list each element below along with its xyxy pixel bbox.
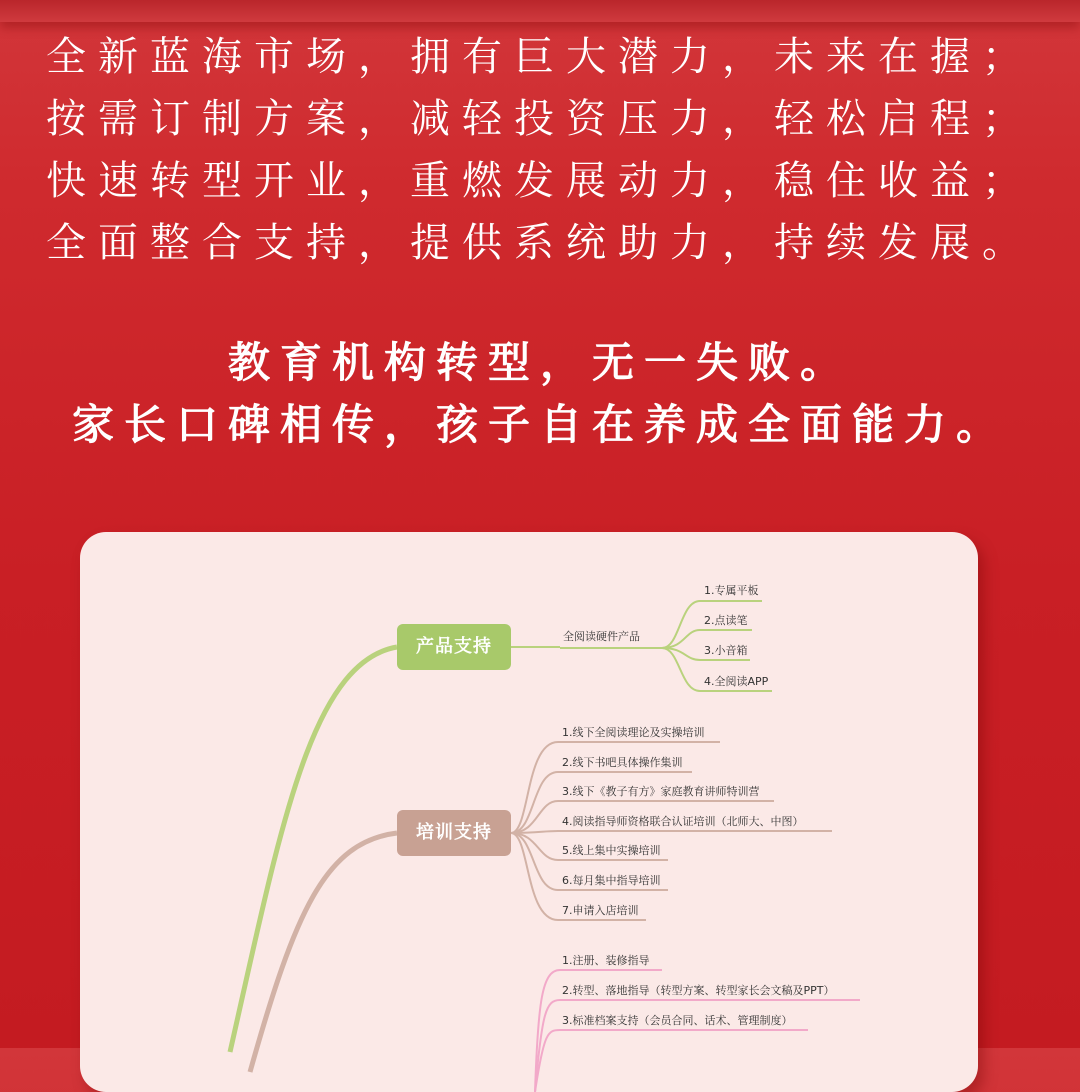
slogan-line: 教育机构转型，无一失败。 — [227, 338, 852, 387]
mindmap-connectors — [80, 532, 978, 1092]
intro-line: 快速转型开业，重燃发展动力，稳住收益； — [46, 158, 1034, 204]
operations-item: 1.注册、装修指导 — [562, 954, 650, 967]
operations-item: 3.标准档案支持（会员合同、话术、管理制度） — [562, 1014, 793, 1027]
intro-line: 按需订制方案，减轻投资压力，轻松启程； — [46, 96, 1034, 142]
product-item: 1.专属平板 — [704, 584, 759, 597]
slogan-block — [0, 332, 1080, 456]
product-item: 3.小音箱 — [704, 644, 748, 657]
product-item: 4.全阅读APP — [704, 675, 769, 688]
training-item: 2.线下书吧具体操作集训 — [562, 756, 683, 769]
top-banner-strip — [0, 0, 1080, 22]
intro-text-block — [0, 26, 1080, 274]
intro-line: 全新蓝海市场，拥有巨大潜力，未来在握； — [46, 34, 1034, 80]
product-sub-label: 全阅读硬件产品 — [563, 630, 640, 643]
training-item: 4.阅读指导师资格联合认证培训（北师大、中图） — [562, 815, 804, 828]
training-item: 5.线上集中实操培训 — [562, 844, 661, 857]
training-item: 3.线下《教子有方》家庭教育讲师特训营 — [562, 785, 760, 798]
training-item: 7.申请入店培训 — [562, 904, 639, 917]
product-support-node: 产品支持 — [397, 624, 511, 670]
training-item: 1.线下全阅读理论及实操培训 — [562, 726, 705, 739]
product-item: 2.点读笔 — [704, 614, 748, 627]
training-support-node: 培训支持 — [397, 810, 511, 856]
operations-item: 2.转型、落地指导（转型方案、转型家长会文稿及PPT） — [562, 984, 835, 997]
training-item: 6.每月集中指导培训 — [562, 874, 661, 887]
intro-line: 全面整合支持，提供系统助力，持续发展。 — [46, 220, 1034, 266]
mindmap-card — [80, 532, 978, 1092]
slogan-line: 家长口碑相传，孩子自在养成全面能力。 — [71, 400, 1008, 449]
product-trunk — [230, 647, 397, 1052]
